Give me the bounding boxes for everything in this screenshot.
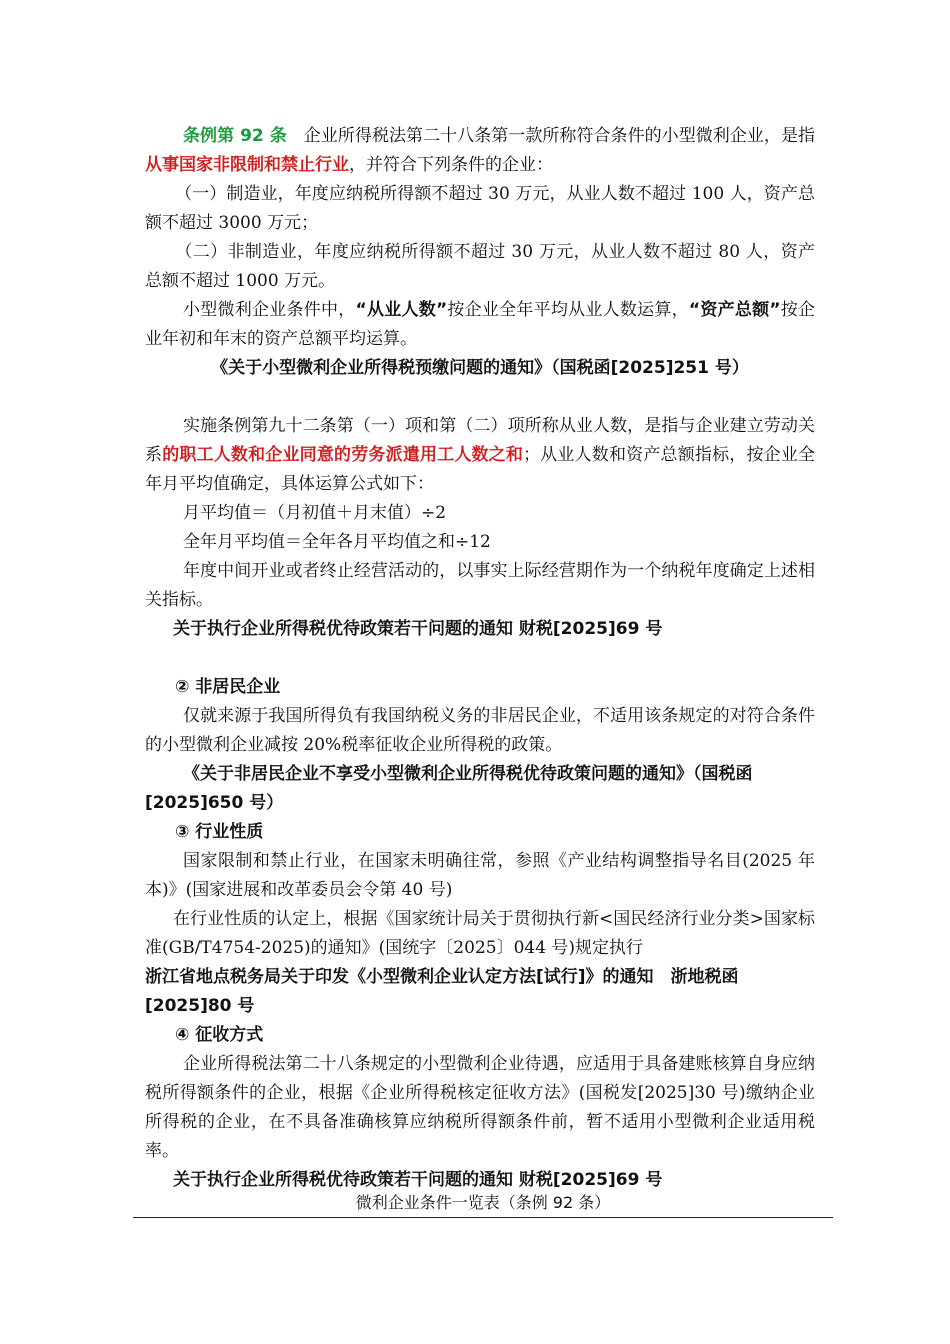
formula-monthly: 月平均值＝（月初值＋月末值）÷2: [183, 503, 447, 523]
s5-reference: 关于执行企业所得税优待政策若干问题的通知 财税[2025]69 号: [173, 1170, 663, 1190]
s3-reference: 《关于非居民企业不享受小型微利企业所得税优待政策问题的通知》（国税函[2025]650 号）: [145, 764, 753, 813]
s2-reference: 关于执行企业所得税优待政策若干问题的通知 财税[2025]69 号: [173, 619, 663, 639]
highlight-red: 的职工人数和企业同意的劳务派遣用工人数之和: [162, 445, 524, 465]
s3-text: 仅就来源于我国所得负有我国纳税义务的非居民企业，不适用该条规定的对符合条件的小型微利企业减按 20%税率征收企业所得税的政策。: [145, 706, 815, 755]
s4-text1: 国家限制和禁止行业，在国家未明确往常，参照《产业结构调整指导名目(2025 年本)》(国家进展和改革委员会令第 40 号): [145, 851, 815, 900]
s1-item2: （二）非制造业，年度应纳税所得额不超过 30 万元，从业人数不超过 80 人，资产总额不超过 1000 万元。: [145, 242, 815, 291]
table-top-rule: [133, 1217, 833, 1218]
s2-note: 年度中间开业或者终止经营活动的，以事实上际经营期作为一个纳税年度确定上述相关指标。: [145, 561, 815, 610]
s2-intro: 实施条例第九十二条第（一）项和第（二）项所称从业人数，是指与企业建立劳动关系的职工人数和企业同意的劳务派遣用工人数之和；从业人数和资产总额指标，按企业全年月平均值确定，具体运算公式如下：: [145, 416, 816, 494]
s3-heading: ② 非居民企业: [175, 677, 281, 697]
s1-item1: （一）制造业，年度应纳税所得额不超过 30 万元，从业人数不超过 100 人，资产总额不超过 3000 万元；: [145, 184, 815, 233]
s4-reference: 浙江省地点税务局关于印发《小型微利企业认定方法[试行]》的通知 浙地税函[2025]80 号: [145, 967, 739, 1016]
document-body: [145, 122, 815, 1195]
s5-heading: ④ 征收方式: [175, 1025, 264, 1045]
s5-text: 企业所得税法第二十八条规定的小型微利企业待遇，应适用于具备建账核算自身应纳税所得额条件的企业，根据《企业所得税核定征收方法》(国税发[2025]30 号)缴纳企业所得税的企业，在不具备准确核算应纳税所得额条件前，暂不适用小型微利企业适用税率。: [145, 1054, 815, 1161]
s1-intro: 条例第 92 条 企业所得税法第二十八条第一款所称符合条件的小型微利企业，是指从事国家非限制和禁止行业，并符合下列条件的企业：: [145, 126, 816, 175]
s4-text2: 在行业性质的认定上，根据《国家统计局关于贯彻执行新<国民经济行业分类>国家标准(GB/T4754-2025)的通知》(国统字〔2025〕044 号)规定执行: [145, 909, 815, 958]
formula-annual: 全年月平均值＝全年各月平均值之和÷12: [183, 532, 491, 552]
highlight-red: 从事国家非限制和禁止行业: [145, 155, 349, 175]
s1-reference: 《关于小型微利企业所得税预缴问题的通知》（国税函[2025]251 号）: [211, 358, 749, 378]
article-label: 条例第 92 条: [183, 126, 287, 146]
s1-note: 小型微利企业条件中，“从业人数”按企业全年平均从业人数运算，“资产总额”按企业年初和年末的资产总额平均运算。: [145, 300, 816, 349]
s4-heading: ③ 行业性质: [175, 822, 264, 842]
table-title: 微利企业条件一览表（条例 92 条）: [355, 1193, 611, 1212]
